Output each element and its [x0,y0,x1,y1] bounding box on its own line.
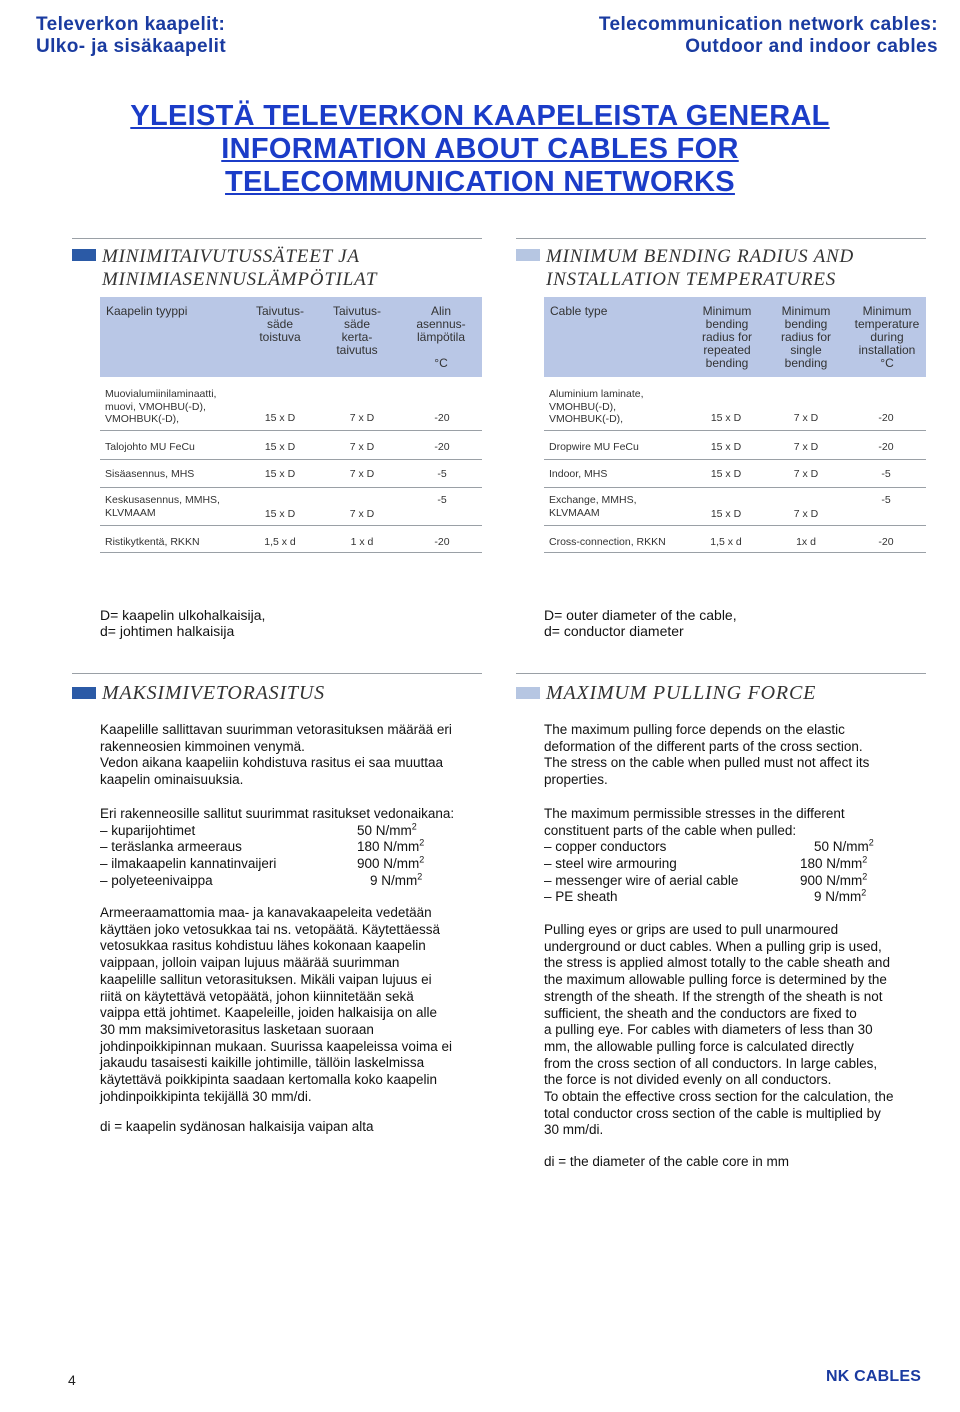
text-line: vaippa että johtimet. Kaapeleille, joiden halkaisija on alle [100,1005,437,1021]
text-line: käyttäen joko vetosukkaa tai ns. vetopäätä. Käytettäessä [100,921,440,937]
en-section2-title: MAXIMUM PULLING FORCE [546,682,817,704]
en-section2-heading [516,673,926,714]
fi-section1-title [102,245,377,291]
text-line: underground or duct cables. When a pulling grip is used, [544,938,882,954]
list-item [100,823,500,840]
text-line: Eri rakenneosille sallitut suurimmat rasitukset vedonaikana: [100,806,455,821]
superscript: 2 [411,821,417,832]
en-row4-repeated: 15 x D [710,508,742,520]
table-row [100,380,482,431]
fi-row4-single: 7 x D [349,508,375,520]
fi-note-line1: D= kaapelin ulkohalkaisija, [100,607,266,623]
list-item [100,873,500,890]
fi-row5-repeated: 1,5 x d [264,536,296,548]
text-line: the maximum allowable pulling force is determined by the [544,972,887,988]
fi-note-line2: d= johtimen halkaisija [100,623,235,639]
fi-row2-type: Talojohto MU FeCu [105,441,195,453]
table-row [544,460,926,488]
text-line: mm, the allowable pulling force is calculated directly [544,1038,854,1054]
section-square-marker [516,687,540,699]
text-line: constituent parts of the cable when pulled: [544,822,797,838]
fi-row5-temp: -20 [434,536,450,548]
en-row3-type: Indoor, MHS [549,468,608,480]
stress-value-text: 50 N/mm [357,822,412,838]
text-line: kaapelille sallitun vetorasituksen. Mikäli vaipan lujuus ei [100,971,432,987]
en-row1-repeated: 15 x D [710,412,742,424]
stress-value [814,839,874,856]
table-row [544,526,926,553]
fi-section1-line1: MINIMITAIVUTUSSÄTEET JA [102,246,360,267]
stress-value [814,889,866,906]
fi-row4-type: Keskusasennus, MMHS, KLVMAAM [105,494,220,519]
text-line: jakaudu tasaisesti kaikille johtimille, tällöin laskelmissa [100,1055,425,1071]
list-item [100,856,500,873]
fi-th-type: Kaapelin tyyppi [106,304,188,318]
fi-row1-temp: -20 [434,412,450,424]
text-line: properties. [544,772,608,788]
en-th-temp: Minimum temperature during installation °C [854,304,920,370]
main-title [0,100,960,199]
en-row1-temp: -20 [878,412,894,424]
en-row3-repeated: 15 x D [710,468,742,480]
main-title-line3: TELECOMMUNICATION NETWORKS [225,166,735,198]
text-line: The stress on the cable when pulled must not affect its [544,755,870,771]
en-stress-list [544,806,944,906]
header-right [599,14,938,58]
text-line: kaapelin ominaisuuksia. [100,772,244,788]
fi-row2-temp: -20 [434,441,450,453]
text-line: total conductor cross section of the cable is multiplied by [544,1105,881,1121]
text-line: johdinpoikkipinnan mukaan. Suurissa kaapeleissa voima ei [100,1038,452,1054]
text-line: sufficient, the sheath and the conductors are fixed to [544,1005,857,1021]
text-line: the stress is applied almost totally to the cable sheath and [544,955,890,971]
table-row [100,488,482,526]
en-row5-repeated: 1,5 x d [710,536,742,548]
section-square-marker [72,249,96,261]
en-row5-temp: -20 [878,536,894,548]
superscript: 2 [861,887,867,898]
superscript: 2 [417,871,423,882]
list-item [544,873,944,890]
en-row1-single: 7 x D [793,412,819,424]
superscript: 2 [419,854,425,865]
list-item [544,839,944,856]
fi-stress-list [100,806,500,889]
fi-row1-single: 7 x D [349,412,375,424]
en-section1-line1: MINIMUM BENDING RADIUS AND [546,246,855,267]
text-line: Pulling eyes or grips are used to pull unarmoured [544,922,839,937]
stress-value-text: 9 N/mm [370,872,418,888]
table-row [100,460,482,488]
list-item [544,856,944,873]
en-row2-temp: -20 [878,441,894,453]
en-note-line2: d= conductor diameter [544,623,684,639]
fi-row5-type: Ristikytkentä, RKKN [105,536,200,548]
superscript: 2 [862,871,868,882]
text-line: vetosukkaa rasitus kohdistuu lähes kokonaan kaapelin [100,938,426,954]
stress-label: – steel wire armouring [544,856,677,872]
en-row5-single: 1x d [796,536,816,548]
list-item [100,839,500,856]
fi-diameter-note [100,607,265,639]
en-di-definition: di = the diameter of the cable core in mm [544,1154,789,1169]
text-line: strength of the sheath. If the strength of the sheath is not [544,988,883,1004]
stress-label: – teräslanka armeeraus [100,839,242,855]
text-line: The maximum pulling force depends on the elastic [544,722,845,737]
en-row2-repeated: 15 x D [710,441,742,453]
en-section1-title [546,245,854,291]
en-th-type: Cable type [550,304,608,318]
page-number: 4 [68,1372,76,1388]
en-th-single: Minimum bending radius for single bending [780,304,832,370]
text-line: Armeeraamattomia maa- ja kanavakaapeleita vedetään [100,905,432,920]
fi-section1-line2: MINIMIASENNUSLÄMPÖTILAT [102,269,378,290]
en-row4-single: 7 x D [793,508,819,520]
en-note-line1: D= outer diameter of the cable, [544,607,737,623]
stress-value-text: 9 N/mm [814,889,862,905]
text-line: a pulling eye. For cables with diameters of less than 30 [544,1022,873,1038]
fi-row1-type: Muovialumiinilaminaatti, muovi, VMOHBU(-D), VMOHBUK(-D), [105,388,217,425]
main-title-line1: YLEISTÄ TELEVERKON KAAPELEISTA GENERAL [130,100,830,132]
text-line: johdinpoikkipinta tekijällä 30 mm/di. [100,1088,312,1104]
en-row4-type: Exchange, MMHS, KLVMAAM [549,494,637,519]
header-left [36,14,226,58]
header-left-line2: Ulko- ja sisäkaapelit [36,36,227,57]
fi-row4-repeated: 15 x D [264,508,296,520]
table-row [544,380,926,431]
fi-row5-single: 1 x d [350,536,374,548]
text-line: the force is not divided evenly on all conductors. [544,1072,832,1088]
stress-value [370,873,422,890]
en-section1-heading [516,238,926,295]
list-item [544,889,944,906]
stress-value [357,856,424,873]
header-right-line2: Outdoor and indoor cables [685,36,938,57]
fi-row3-repeated: 15 x D [264,468,296,480]
section-square-marker [72,687,96,699]
text-line: The maximum permissible stresses in the different [544,806,845,821]
text-line: 30 mm maksimivetorasitus lasketaan suoraan [100,1021,374,1037]
fi-row2-repeated: 15 x D [264,441,296,453]
text-line: käytettävä poikkipinta saadaan kertomalla koko kaapelin [100,1072,437,1088]
header-right-line1: Telecommunication network cables: [598,14,938,35]
fi-row3-temp: -5 [437,468,447,480]
stress-value-text: 180 N/mm [800,856,863,872]
stress-label: – polyeteenivaippa [100,872,213,888]
stress-label: – kuparijohtimet [100,822,196,838]
stress-value [800,856,867,873]
fi-row2-single: 7 x D [349,441,375,453]
table-row [544,431,926,460]
nk-cables-logo: NK CABLES [826,1368,922,1385]
text-line: 30 mm/di. [544,1122,604,1138]
fi-row1-repeated: 15 x D [264,412,296,424]
table-row [100,526,482,553]
text-line: from the cross section of all conductors. In large cables, [544,1055,878,1071]
text-line: riitä on käytettävä vetopäätä, johon kiinnitetään sekä [100,988,414,1004]
stress-value-text: 50 N/mm [814,839,869,855]
en-table-header [544,297,926,377]
fi-section2-title: MAKSIMIVETORASITUS [102,682,325,704]
fi-th-repeated: Taivutus- säde toistuva [255,304,305,344]
superscript: 2 [419,837,425,848]
en-row4-temp: -5 [881,494,891,506]
stress-label: – PE sheath [544,889,618,905]
header-left-line1: Televerkon kaapelit: [36,14,226,35]
superscript: 2 [862,854,868,865]
text-line: rakenneosien kimmoinen venymä. [100,738,305,754]
fi-di-definition: di = kaapelin sydänosan halkaisija vaipan alta [100,1119,374,1134]
stress-value-text: 900 N/mm [800,872,863,888]
text-line: Vedon aikana kaapeliin kohdistuva rasitus ei saa muuttaa [100,755,443,771]
text-line: Kaapelille sallittavan suurimman vetorasituksen määrää eri [100,722,452,737]
stress-label: – messenger wire of aerial cable [544,872,739,888]
en-row5-type: Cross-connection, RKKN [549,536,666,548]
fi-row3-type: Sisäasennus, MHS [105,468,195,480]
fi-th-temp: Alin asennus- lämpötila °C [416,304,466,370]
main-title-line2: INFORMATION ABOUT CABLES FOR [221,133,739,165]
en-section1-line2: INSTALLATION TEMPERATURES [546,269,837,290]
stress-label: – ilmakaapelin kannatinvaijeri [100,856,277,872]
fi-paragraph-1 [100,722,452,789]
fi-th-single: Taivutus- säde kerta- taivutus [332,304,382,357]
fi-paragraph-3 [100,905,452,1105]
table-row [100,431,482,460]
fi-row3-single: 7 x D [349,468,375,480]
en-paragraph-3 [544,922,893,1139]
en-row3-single: 7 x D [793,468,819,480]
text-line: deformation of the different parts of the cross section. [544,738,863,754]
fi-row4-temp: -5 [437,494,447,506]
fi-section1-heading [72,238,482,295]
superscript: 2 [868,837,874,848]
stress-value-text: 180 N/mm [357,839,420,855]
en-row1-type: Aluminium laminate, VMOHBU(-D), VMOHBUK(-D), [549,388,644,425]
stress-label: – copper conductors [544,839,667,855]
table-row [544,488,926,526]
en-row2-type: Dropwire MU FeCu [549,441,639,453]
stress-value [357,839,424,856]
en-row2-single: 7 x D [793,441,819,453]
section-square-marker [516,249,540,261]
en-diameter-note [544,607,737,639]
fi-section2-heading [72,673,482,714]
text-line: vaippaan, jolloin vaipan lujuus määrää suurimman [100,955,400,971]
stress-value [357,823,417,840]
en-th-repeated: Minimum bending radius for repeated bending [701,304,753,370]
stress-value-text: 900 N/mm [357,856,420,872]
text-line: To obtain the effective cross section for the calculation, the [544,1089,894,1105]
en-row3-temp: -5 [881,468,891,480]
en-paragraph-1 [544,722,869,789]
stress-value [800,873,867,890]
fi-table-header [100,297,482,377]
